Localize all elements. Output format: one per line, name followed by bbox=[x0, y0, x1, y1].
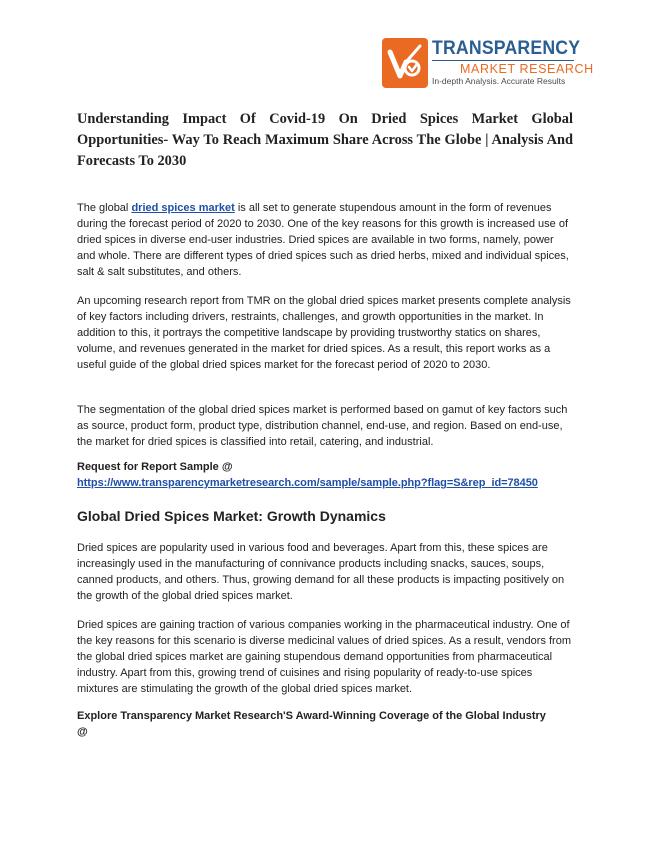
request-sample-link[interactable]: https://www.transparencymarketresearch.com/sample/sample.php?flag=S&rep_id=78450 bbox=[77, 477, 538, 489]
intro-text-start: The global bbox=[77, 202, 132, 214]
request-sample-label: Request for Report Sample @ bbox=[77, 461, 233, 473]
intro-text-rest: is all set to generate stupendous amount in the form of revenues during the forecast period of 2020 to 2030. One of the key reasons for this growth is increased use of dried spices in diverse end-user industries. Dried spices are available in two forms, namely, power and whole. There are different types of dried spices such as dried herbs, mixed and individual spices, salt & salt substitutes, and others. bbox=[77, 202, 569, 279]
intro-paragraph bbox=[77, 200, 574, 280]
dried-spices-market-link[interactable]: dried spices market bbox=[131, 202, 235, 214]
logo-tagline: In-depth Analysis. Accurate Results bbox=[432, 76, 566, 86]
page-title: Understanding Impact Of Covid-19 On Dried Spices Market Global Opportunities- Way To Reach Maximum Share Across The Globe | Analysis And Forecasts To 2030 bbox=[77, 111, 573, 169]
growth-paragraph-2: Dried spices are gaining traction of various companies working in the pharmaceutical industry. One of the key reasons for this scenario is diverse medicinal values of dried spices. As a result, vendors from the global dried spices market are gaining stupendous demand opportunities from pharmaceutical industry. Apart from this, growing trend of cuisines and rising popularity of ready-to-use spices mixtures are stimulating the growth of the global dried spices market. bbox=[77, 619, 572, 696]
logo-divider bbox=[432, 60, 574, 61]
explore-coverage-heading: Explore Transparency Market Research'S Award-Winning Coverage of the Global Industry @ bbox=[77, 710, 546, 738]
research-report-paragraph: An upcoming research report from TMR on the global dried spices market presents complete analysis of key factors including drivers, restraints, challenges, and growth opportunities in the market. In addition to this, it portrays the competitive landscape by providing trustworthy statics on shares, volume, and revenues generated in the market for dried spices. As a result, this report works as a useful guide of the global dried spices market for the forecast period of 2020 to 2030. bbox=[77, 295, 571, 372]
logo-title: TRANSPARENCY bbox=[432, 38, 581, 59]
logo-subtitle: MARKET RESEARCH bbox=[460, 62, 594, 76]
segmentation-paragraph: The segmentation of the global dried spices market is performed based on gamut of key factors such as source, product form, product type, distribution channel, end-use, and region. Based on end-use, the market for dried spices is classified into retail, catering, and industrial. bbox=[77, 404, 568, 449]
tmr-logo-icon bbox=[382, 38, 428, 88]
section-title: Global Dried Spices Market: Growth Dynamics bbox=[77, 508, 386, 524]
company-logo bbox=[382, 38, 594, 90]
growth-paragraph-1: Dried spices are popularity used in various food and beverages. Apart from this, these spices are increasingly used in the manufacturing of connivance products including snacks, sauces, soups, canned products, and others. Thus, growing demand for all these products is impacting positively on the growth of the global dried spices market. bbox=[77, 542, 565, 603]
